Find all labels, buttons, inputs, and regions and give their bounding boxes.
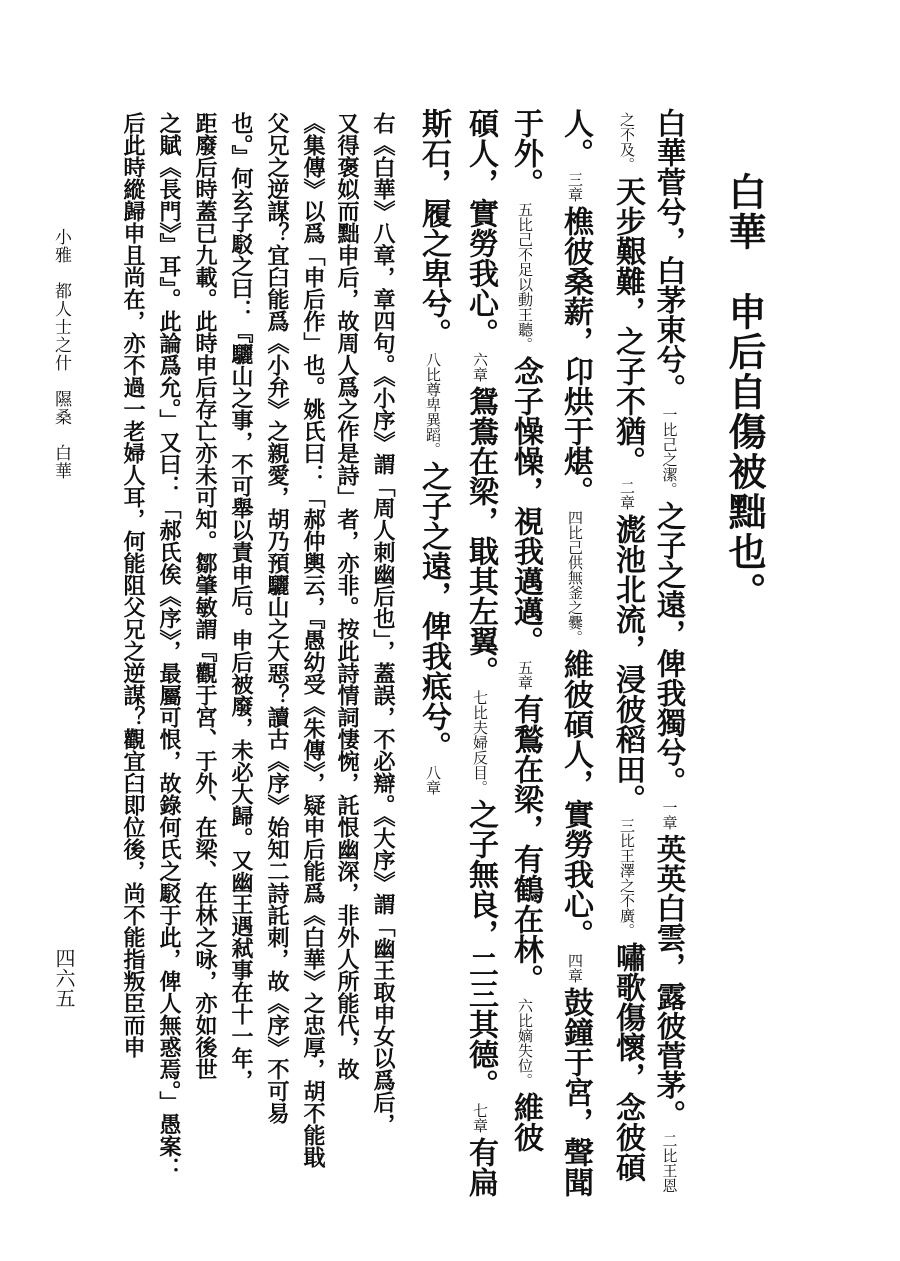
commentary-column: 之賦《長門》』耳』。此論爲允。」又曰：「郝氏俟《序》，最屬可恨，故錄何氏之駁于此，俾人無惑焉。」愚案： <box>156 112 182 1179</box>
poem-line: 白華菅兮，白茅束兮。 <box>652 108 688 403</box>
stanza-note: 一章 <box>660 800 679 830</box>
poem-column <box>652 108 688 1197</box>
poem-line: 維彼 <box>508 1092 543 1152</box>
poem-line: 有扁 <box>463 1137 498 1197</box>
poem-line: 嘯歌傷懷，念彼碩 <box>610 942 645 1182</box>
stanza-note: 五比己不足以動王聽。 <box>516 202 534 352</box>
poem-line: 之子無良，二三其德。 <box>463 799 498 1099</box>
stanza-note: 六章 <box>471 352 489 382</box>
stanza-note: 八比尊卑異蹈。 <box>424 352 442 457</box>
poem-line: 斯石，履之卑兮。 <box>416 108 451 348</box>
commentary-column: 距廢后時蓋已九載。此時申后存亡亦未可知。鄒肇敏謂『觀于宮、于外、在梁、在林之咏，亦如後世 <box>192 112 218 1080</box>
poem-line: 人。 <box>558 108 593 168</box>
poem-line: 樵彼桑薪，卬烘于煁。 <box>558 206 593 506</box>
poem-column <box>416 108 451 799</box>
poem-line: 滮池北流，浸彼稻田。 <box>610 514 645 814</box>
stanza-note: 七章 <box>471 1103 489 1133</box>
poem-column <box>463 108 498 1197</box>
stanza-note: 三章 <box>566 172 584 202</box>
poem-line: 鴛鴦在梁，戢其左翼。 <box>463 386 498 686</box>
poem-title: 白華 申后自傷被黜也。 <box>722 172 767 612</box>
commentary-column: 也。』何玄子駁之曰：『驪山之事，不可舉以責申后。申后被廢，未必大歸。又幽王遇弒事在十一年， <box>228 112 254 1091</box>
stanza-note: 五章 <box>516 660 534 690</box>
stanza-note: 二章 <box>618 480 636 510</box>
poem-line: 碩人，實勞我心。 <box>463 108 498 348</box>
poem-line: 之子之遠，俾我獨兮。 <box>652 501 688 796</box>
stanza-note: 一比己之潔。 <box>660 407 679 497</box>
stanza-note: 四章 <box>566 953 584 983</box>
stanza-note: 七比夫婦反目。 <box>471 690 489 795</box>
poem-line: 英英白雲，露彼菅茅。 <box>652 834 688 1129</box>
stanza-note: 八章 <box>424 765 442 795</box>
poem-column <box>610 108 645 1182</box>
stanza-note: 二比王恩 <box>660 1133 679 1193</box>
commentary-column: 右《白華》八章，章四句。《小序》謂「周人刺幽后也」，蓋誤，不必辯。《大序》謂「幽王取申女以爲后， <box>370 112 396 1135</box>
poem-line: 之子之遠，俾我疷兮。 <box>416 461 451 761</box>
commentary-column: 父兄之逆謀？宜臼能爲《小弁》之親愛，胡乃預驪山之大惡？讀古《序》始知二詩託刺，故《序》不可易 <box>264 112 290 1124</box>
stanza-note: 三比王澤之不廣。 <box>618 818 636 938</box>
poem-column <box>508 108 543 1152</box>
poem-line: 念子懆懆，視我邁邁。 <box>508 356 543 656</box>
running-footer: 小雅 都人士之什 隰桑 白華 <box>51 228 71 480</box>
poem-column <box>558 108 593 1197</box>
commentary-column: 又得褒姒而黜申后，故周人爲之作是詩」者，亦非。按此詩情詞悽惋，託恨幽深，非外人所能代，故 <box>334 112 360 1080</box>
stanza-note: 六比嫡失位。 <box>516 998 534 1088</box>
commentary-column: 《集傳》以爲「申后作」也。姚氏曰：「郝仲輿云，『愚幼受《朱傳》，疑申后能爲《白華》之忠厚，胡不能戢 <box>300 112 326 1168</box>
poem-line: 于外。 <box>508 108 543 198</box>
poem-line: 鼓鐘于宮，聲聞 <box>558 987 593 1197</box>
poem-line: 維彼碩人，實勞我心。 <box>558 649 593 949</box>
page-number: 四六五 <box>52 948 76 1008</box>
stanza-note: 四比己供無釜之爨。 <box>566 510 584 645</box>
commentary-column: 后此時縱歸申且尚在，亦不過一老婦人耳，何能阻父兄之逆謀？觀宜臼即位後，尚不能指叛臣而申 <box>120 112 146 1058</box>
poem-line: 有鶖在梁，有鶴在林。 <box>508 694 543 994</box>
stanza-note: 之不及。 <box>618 112 636 172</box>
poem-line: 天步艱難，之子不猶。 <box>610 176 645 476</box>
